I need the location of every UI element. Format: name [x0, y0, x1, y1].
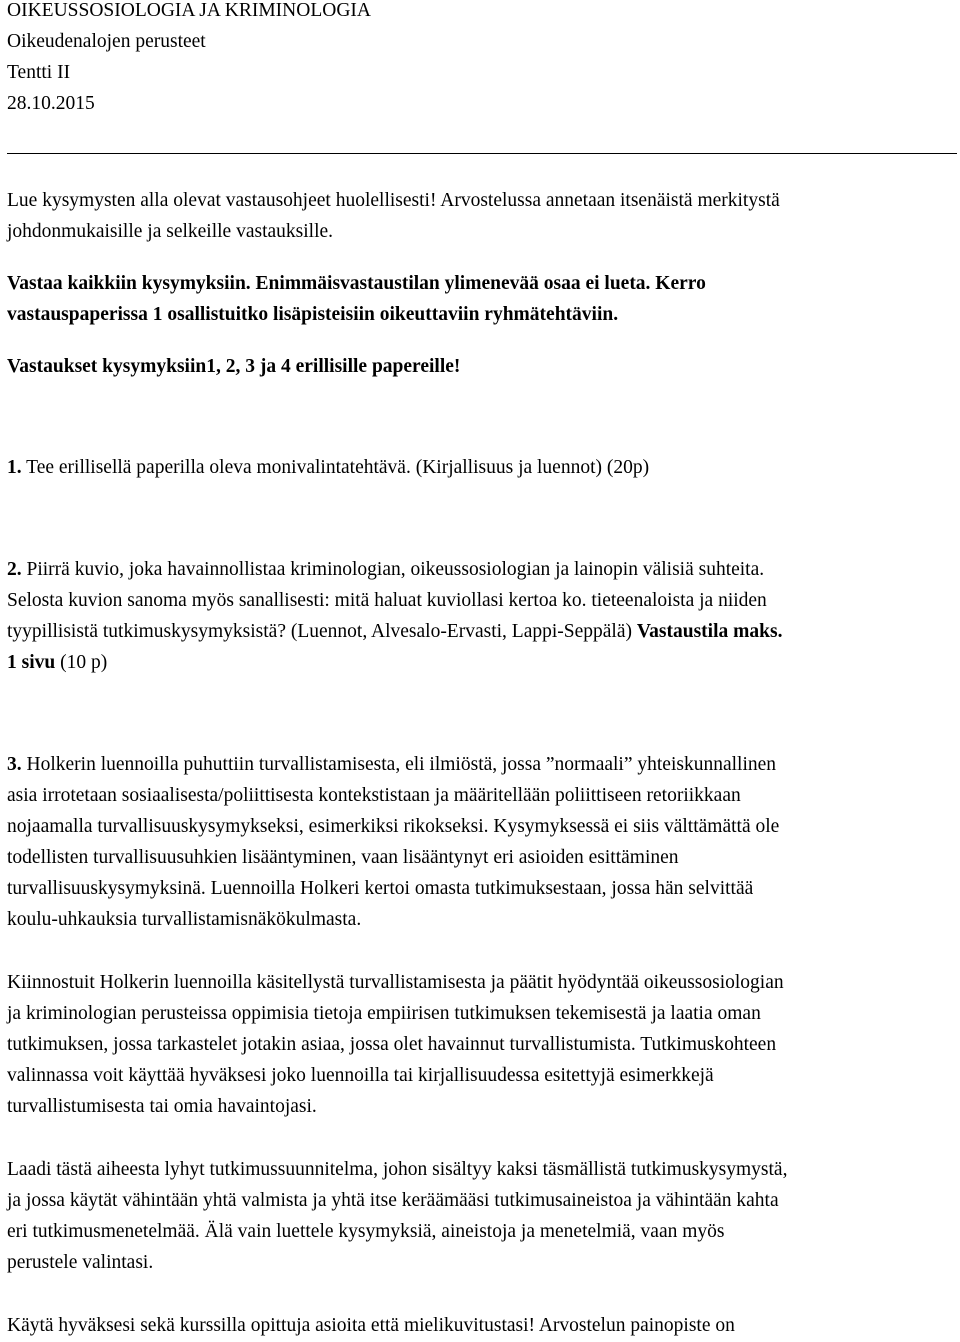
question-3-line: nojaamalla turvallisuuskysymykseksi, esimerkiksi rikokseksi. Kysymyksessä ei siis välttämättä ole: [7, 816, 780, 837]
answer-limit: Vastaustila maks.: [636, 621, 783, 642]
question-3-line: tutkimuksen, jossa tarkastelet jotakin asiaa, jossa olet havainnut turvallistumista. Tutkimuskohteen: [7, 1034, 777, 1055]
exam-date: 28.10.2015: [7, 93, 95, 114]
question-3-line: [7, 749, 776, 780]
question-number: 1.: [7, 457, 22, 478]
question-2-line: [7, 647, 107, 678]
question-3-line: koulu-uhkauksia turvallistamisnäkökulmasta.: [7, 909, 362, 930]
question-number: 3.: [7, 754, 22, 775]
question-number: 2.: [7, 559, 22, 580]
question-3-line: asia irrotetaan sosiaalisesta/poliittisesta kontekstistaan ja määritellään poliittiseen retoriikkaan: [7, 785, 741, 806]
instructions-bold-text: Vastaa kaikkiin kysymyksiin. Enimmäisvastaustilan ylimenevää osaa ei lueta. Kerro: [7, 273, 706, 294]
question-3-line: todellisten turvallisuusuhkien lisääntyminen, vaan lisääntynyt eri asioiden esittäminen: [7, 847, 679, 868]
question-3-line: valinnassa voit käyttää hyväksesi joko luennoilla tai kirjallisuudessa esitettyjä esimerkkejä: [7, 1065, 714, 1086]
instructions-bold-line: [7, 268, 706, 299]
question-text: Holkerin luennoilla puhuttiin turvallistamisesta, eli ilmiöstä, jossa ”normaali” yhteiskunnallinen: [21, 754, 777, 775]
instructions-line: johdonmukaisille ja selkeille vastauksille.: [7, 221, 334, 242]
header-divider: [7, 153, 957, 154]
course-title: OIKEUSSOSIOLOGIA JA KRIMINOLOGIA: [7, 0, 371, 21]
instructions-bold-line: [7, 299, 618, 330]
instructions-bold-line: [7, 351, 460, 382]
exam-title: Tentti II: [7, 62, 71, 83]
instructions-bold-text: Vastaukset kysymyksiin1, 2, 3 ja 4 erillisille papereille!: [7, 356, 461, 377]
question-3-line: eri tutkimusmenetelmää. Älä vain luettele kysymyksiä, aineistoja ja menetelmiä, vaan myös: [7, 1221, 725, 1242]
instructions-line: Lue kysymysten alla olevat vastausohjeet huolellisesti! Arvostelussa annetaan itsenäistä merkitystä: [7, 190, 780, 211]
question-3-line: turvallistumisesta tai omia havaintojasi.: [7, 1096, 317, 1117]
question-text: Tee erillisellä paperilla oleva monivalintatehtävä. (Kirjallisuus ja luennot) (20p): [21, 457, 650, 478]
question-points: (10 p): [55, 652, 108, 673]
question-3-line: turvallisuuskysymyksinä. Luennoilla Holkeri kertoi omasta tutkimuksestaan, jossa hän selvittää: [7, 878, 754, 899]
question-text: tyypillisistä tutkimuskysymyksistä? (Luennot, Alvesalo-Ervasti, Lappi-Seppälä): [7, 621, 637, 642]
question-1: [7, 452, 649, 483]
instructions-bold-text: vastauspaperissa 1 osallistuitko lisäpisteisiin oikeuttaviin ryhmätehtäviin.: [7, 304, 619, 325]
question-3-line: Laadi tästä aiheesta lyhyt tutkimussuunnitelma, johon sisältyy kaksi täsmällistä tutkimuskysymystä,: [7, 1159, 788, 1180]
question-3-line: ja kriminologian perusteissa oppimisia tietoja empiirisen tutkimuksen tekemisestä ja laatia oman: [7, 1003, 761, 1024]
question-3-line: Kiinnostuit Holkerin luennoilla käsitellystä turvallistamisesta ja päätit hyödyntää oikeussosiologian: [7, 972, 784, 993]
question-3-line: ja jossa käytät vähintään yhtä valmista ja yhtä itse keräämääsi tutkimusaineistoa ja vähintään kahta: [7, 1190, 779, 1211]
question-2-line: [7, 554, 764, 585]
question-3-line: Käytä hyväksesi sekä kurssilla opittuja asioita että mielikuvitustasi! Arvostelun painopiste on: [7, 1315, 735, 1336]
question-2-line: Selosta kuvion sanoma myös sanallisesti: mitä haluat kuviollasi kertoa ko. tieteenaloista ja niiden: [7, 590, 767, 611]
subject-title: Oikeudenalojen perusteet: [7, 31, 206, 52]
question-text: Piirrä kuvio, joka havainnollistaa kriminologian, oikeussosiologian ja lainopin välisiä suhteita.: [21, 559, 765, 580]
question-2-line: [7, 616, 782, 647]
answer-limit: 1 sivu: [7, 652, 56, 673]
question-3-line: perustele valintasi.: [7, 1252, 154, 1273]
